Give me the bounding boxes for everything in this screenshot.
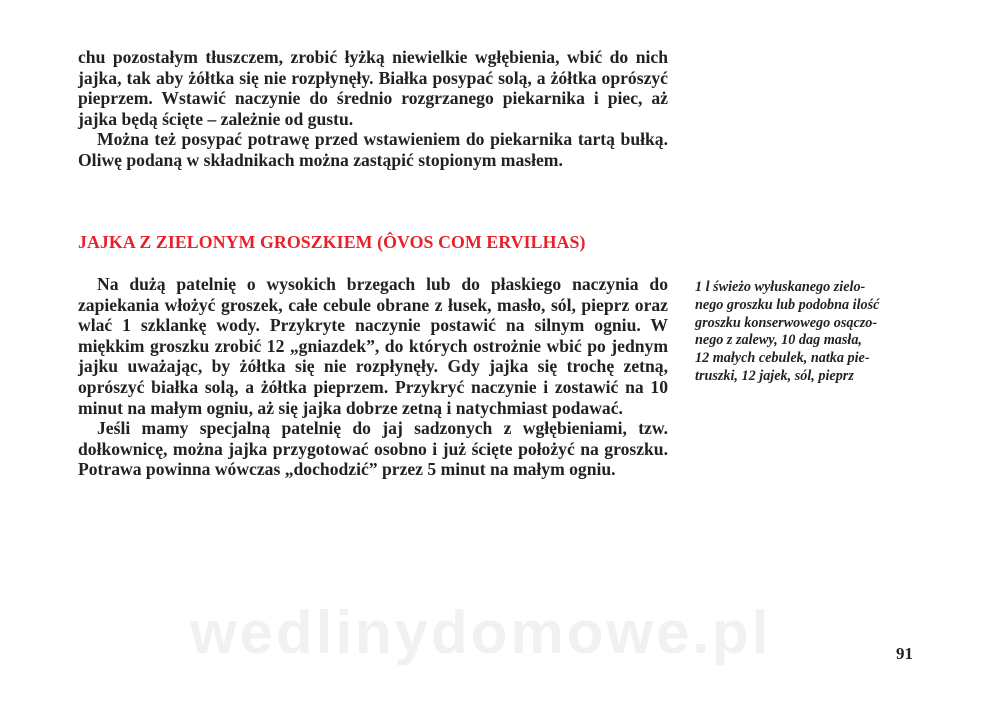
ingredients-line: groszku konserwowego osączo- — [695, 314, 878, 331]
recipe-text-block — [78, 274, 668, 480]
paragraph: chu pozostałym tłuszczem, zrobić łyżką niewielkie wgłębienia, wbić do nich jajka, tak aby żółtka się nie rozpłynęły. Białka posypać solą, a żółtka oprószyć pieprzem. Wstawić naczynie do średnio rozgrzanego piekarnika i piec, aż jajka będą ścięte – zależnie od gustu. — [78, 47, 668, 129]
top-text-block — [78, 47, 668, 171]
paragraph: Na dużą patelnię o wysokich brzegach lub do płaskiego naczynia do zapiekania włożyć groszek, całe cebule obrane z łusek, masło, sól, pieprz oraz wlać 1 szklankę wody. Przykryte naczynie postawić na silnym ogniu. W miękkim groszku zrobić 12 „gniazdek”, do których ostrożnie wbić po jednym jajku uważając, by żółtka się nie rozpłynęły. Gdy jajka się trochę zetną, oprószyć białka solą, a żółtka pieprzem. Przykryć naczynie i zostawić na 10 minut na małym ogniu, aż się jajka dobrze zetną i natychmiast podawać. — [78, 274, 668, 418]
ingredients-line: nego z zalewy, 10 dag masła, — [695, 332, 862, 349]
page-number: 91 — [896, 644, 913, 663]
ingredients-note — [695, 279, 931, 386]
paragraph: Jeśli mamy specjalną patelnię do jaj sadzonych z wgłębieniami, tzw. dołkownicę, można jajka przygotować osobno i już ścięte położyć na groszku. Potrawa powinna wówczas „dochodzić” przez 5 minut na małym ogniu. — [78, 418, 668, 480]
ingredients-line: nego groszku lub podobna ilość — [695, 296, 880, 313]
recipe-heading: JAJKA Z ZIELONYM GROSZKIEM (ÔVOS COM ERVILHAS) — [78, 232, 586, 252]
ingredients-line: 12 małych cebulek, natka pie- — [695, 350, 870, 367]
watermark: wedlinydomowe.pl — [190, 599, 772, 666]
ingredients-line: 1 l świeżo wyłuskanego zielo- — [695, 279, 866, 295]
paragraph: Można też posypać potrawę przed wstawieniem do piekarnika tartą bułką. Oliwę podaną w składnikach można zastąpić stopionym masłem. — [78, 129, 668, 170]
ingredients-line: truszki, 12 jajek, sól, pieprz — [695, 367, 854, 384]
